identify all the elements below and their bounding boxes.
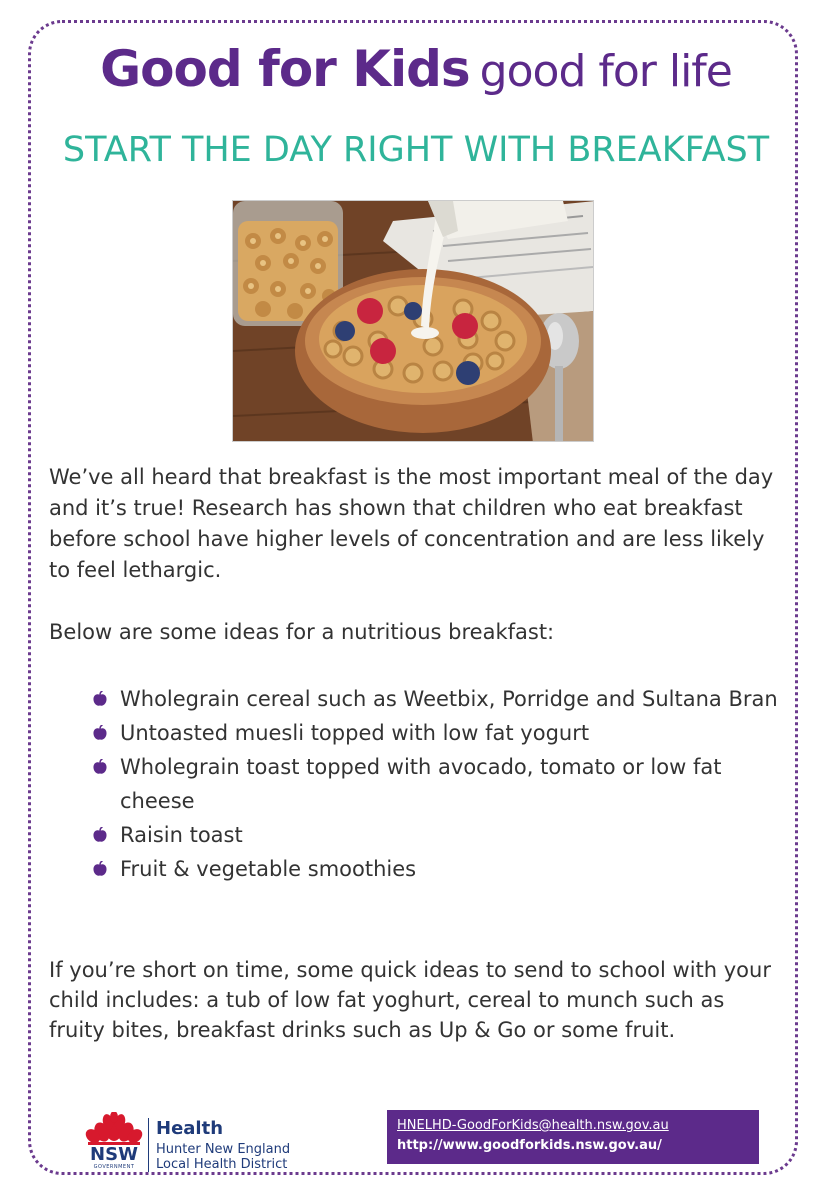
list-item-text: Wholegrain toast topped with avocado, tomato or low fat cheese	[120, 755, 722, 813]
ideas-heading: Below are some ideas for a nutritious breakfast:	[49, 620, 555, 644]
contact-email-link[interactable]: HNELHD-GoodForKids@health.nsw.gov.au	[397, 1118, 669, 1133]
list-item-text: Raisin toast	[120, 823, 243, 847]
apple-icon	[92, 827, 108, 843]
brand-title-light: good for life	[479, 46, 732, 97]
list-item-text: Wholegrain cereal such as Weetbix, Porridge and Sultana Bran	[120, 687, 778, 711]
list-item	[92, 818, 792, 852]
district-line-2: Local Health District	[156, 1157, 288, 1172]
nsw-health-logo	[84, 1112, 324, 1176]
contact-website-link[interactable]: http://www.goodforkids.nsw.gov.au/	[397, 1138, 662, 1153]
government-label: GOVERNMENT	[93, 1164, 135, 1170]
district-line-1: Hunter New England	[156, 1142, 291, 1157]
list-item	[92, 716, 792, 750]
list-item	[92, 750, 792, 818]
list-item	[92, 682, 792, 716]
waratah-icon	[84, 1112, 144, 1146]
apple-icon	[92, 691, 108, 707]
health-label: Health	[156, 1118, 224, 1139]
list-item-text: Fruit & vegetable smoothies	[120, 857, 417, 881]
quick-ideas-paragraph: If you’re short on time, some quick ideas to send to school with your child includes: a tub of low fat yoghurt, cereal to munch such as fruity bites, breakfast drinks such as Up & Go or some fruit.	[49, 958, 771, 1042]
brand-title-bold: Good for Kids	[100, 40, 470, 98]
page-title	[0, 40, 832, 98]
list-item-text: Untoasted muesli topped with low fat yogurt	[120, 721, 590, 745]
apple-icon	[92, 725, 108, 741]
breakfast-ideas-list	[92, 682, 792, 886]
breakfast-cereal-photo	[232, 200, 594, 442]
list-item	[92, 852, 792, 886]
subtitle: START THE DAY RIGHT WITH BREAKFAST	[62, 130, 770, 170]
apple-icon	[92, 861, 108, 877]
apple-icon	[92, 759, 108, 775]
district-label	[156, 1142, 326, 1172]
logo-divider	[148, 1118, 149, 1172]
contact-box	[387, 1110, 759, 1164]
nsw-wordmark: NSW	[90, 1144, 138, 1165]
intro-paragraph: We’ve all heard that breakfast is the most important meal of the day and it’s true! Research has shown that children who eat breakfast before school have higher levels of concentration and are less likely to feel lethargic.	[49, 465, 774, 582]
